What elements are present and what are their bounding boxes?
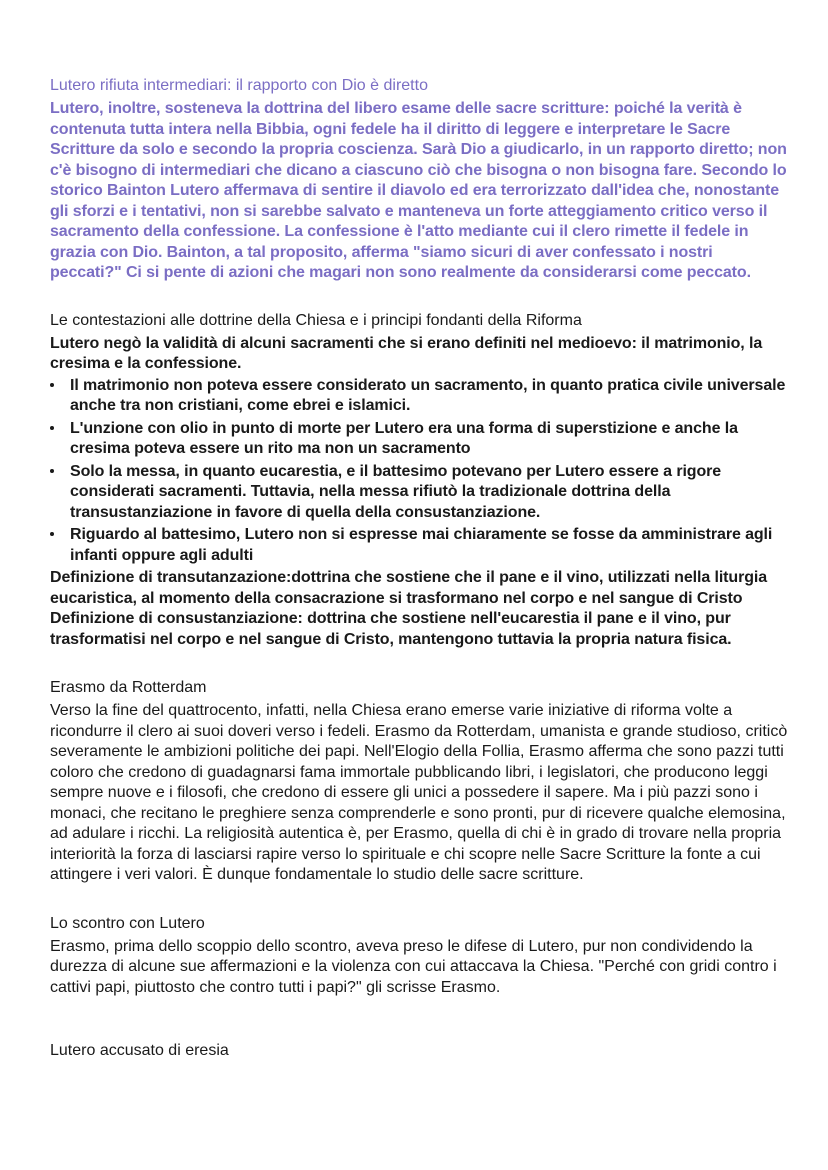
list-item: Solo la messa, in quanto eucarestia, e il battesimo potevano per Lutero essere a rigore considerati sacramenti. Tuttavia, nella messa rifiutò la tradizionale dottrina della transustanziazione in favore di quella della consustanziazione. <box>50 462 788 524</box>
section-title: Erasmo da Rotterdam <box>50 679 207 696</box>
section-title: Le contestazioni alle dottrine della Chiesa e i principi fondanti della Riforma <box>50 311 582 329</box>
list-item: Riguardo al battesimo, Lutero non si espresse mai chiaramente se fosse da amministrare agli infanti oppure agli adulti <box>50 525 788 566</box>
section-heresy <box>50 1041 788 1061</box>
section-clash <box>50 914 788 999</box>
bullet-icon <box>50 426 54 430</box>
definition-transubstantiation: Definizione di transutanzazione:dottrina che sostiene che il pane e il vino, utilizzati nella liturgia eucaristica, al momento della consacrazione si trasformano nel corpo e nel sangue di Cristo <box>50 569 768 607</box>
section-luther-direct <box>50 76 788 284</box>
bullet-icon <box>50 383 54 387</box>
section-title: Lo scontro con Lutero <box>50 914 205 932</box>
bullet-icon <box>50 532 54 536</box>
bullet-icon <box>50 469 54 473</box>
section-intro: Lutero negò la validità di alcuni sacramenti che si erano definiti nel medioevo: il matrimonio, la cresima e la confessione. <box>50 334 763 372</box>
section-body: Verso la fine del quattrocento, infatti, nella Chiesa erano emerse varie iniziative di riforma volte a ricondurre il clero ai suoi doveri verso i fedeli. Erasmo da Rotterdam, umanista e grande studioso, criticò severamente le ambizioni politiche dei papi. Nell'Elogio della Follia, Erasmo afferma che sono pazzi tutti coloro che credono di guadagnarsi fama immortale pubblicando libri, i legislatori, che producono leggi sempre nuove e i filosofi, che credono di essere gli unici a possedere il sapere. Ma i più pazzi sono i monaci, che recitano le preghiere senza comprenderle e sono pronti, pur di ricevere qualche elemosina, ad adulare i ricchi. La religiosità autentica è, per Erasmo, quella di chi è in grado di trovare nella propria interiorità la forza di lasciarsi rapire verso lo spirituale e chi scopre nelle Sacre Scritture la fonte a cui attingere i veri valori. È dunque fondamentale lo studio delle sacre scritture. <box>50 702 788 883</box>
section-title: Lutero accusato di eresia <box>50 1042 229 1059</box>
section-erasmus <box>50 678 788 886</box>
section-contestations <box>50 311 788 651</box>
definition-consubstantiation: Definizione di consustanziazione: dottrina che sostiene nell'eucarestia il pane e il vino, pur trasformatisi nel corpo e nel sangue di Cristo, mantengono tuttavia la propria natura fisica. <box>50 610 732 648</box>
section-body: Lutero, inoltre, sosteneva la dottrina del libero esame delle sacre scritture: poiché la verità è contenuta tutta intera nella Bibbia, ogni fedele ha il diritto di leggere e interpretare le Sacre Scritture da solo e secondo la propria coscienza. Sarà Dio a giudicarlo, in un rapporto diretto; non c'è bisogno di intermediari che dicano a ciascuno ciò che bisogna o non bisogna fare. Secondo lo storico Bainton Lutero affermava di sentire il diavolo ed era terrorizzato dall'idea che, nonostante gli sforzi e i tentativi, non si sarebbe salvato e manteneva un forte atteggiamento critico verso il sacramento della confessione. La confessione è l'atto mediante cui il clero rimette il fedele in grazia con Dio. Bainton, a tal proposito, afferma "siamo sicuri di aver confessato i nostri peccati?" Ci si pente di azioni che magari non sono realmente da considerarsi come peccato. <box>50 100 787 281</box>
section-body: Erasmo, prima dello scoppio dello scontro, aveva preso le difese di Lutero, pur non condividendo la durezza di alcune sue affermazioni e la violenza con cui attaccava la Chiesa. "Perché con gridi contro i cattivi papi, piuttosto che contro tutti i papi?" gli scrisse Erasmo. <box>50 937 777 996</box>
list-item: Il matrimonio non poteva essere considerato un sacramento, in quanto pratica civile universale anche tra non cristiani, come ebrei e islamici. <box>50 376 788 417</box>
section-title: Lutero rifiuta intermediari: il rapporto con Dio è diretto <box>50 77 428 94</box>
sacraments-bullet-list <box>50 376 788 567</box>
list-item: L'unzione con olio in punto di morte per Lutero era una forma di superstizione e anche la cresima poteva essere un rito ma non un sacramento <box>50 419 788 460</box>
